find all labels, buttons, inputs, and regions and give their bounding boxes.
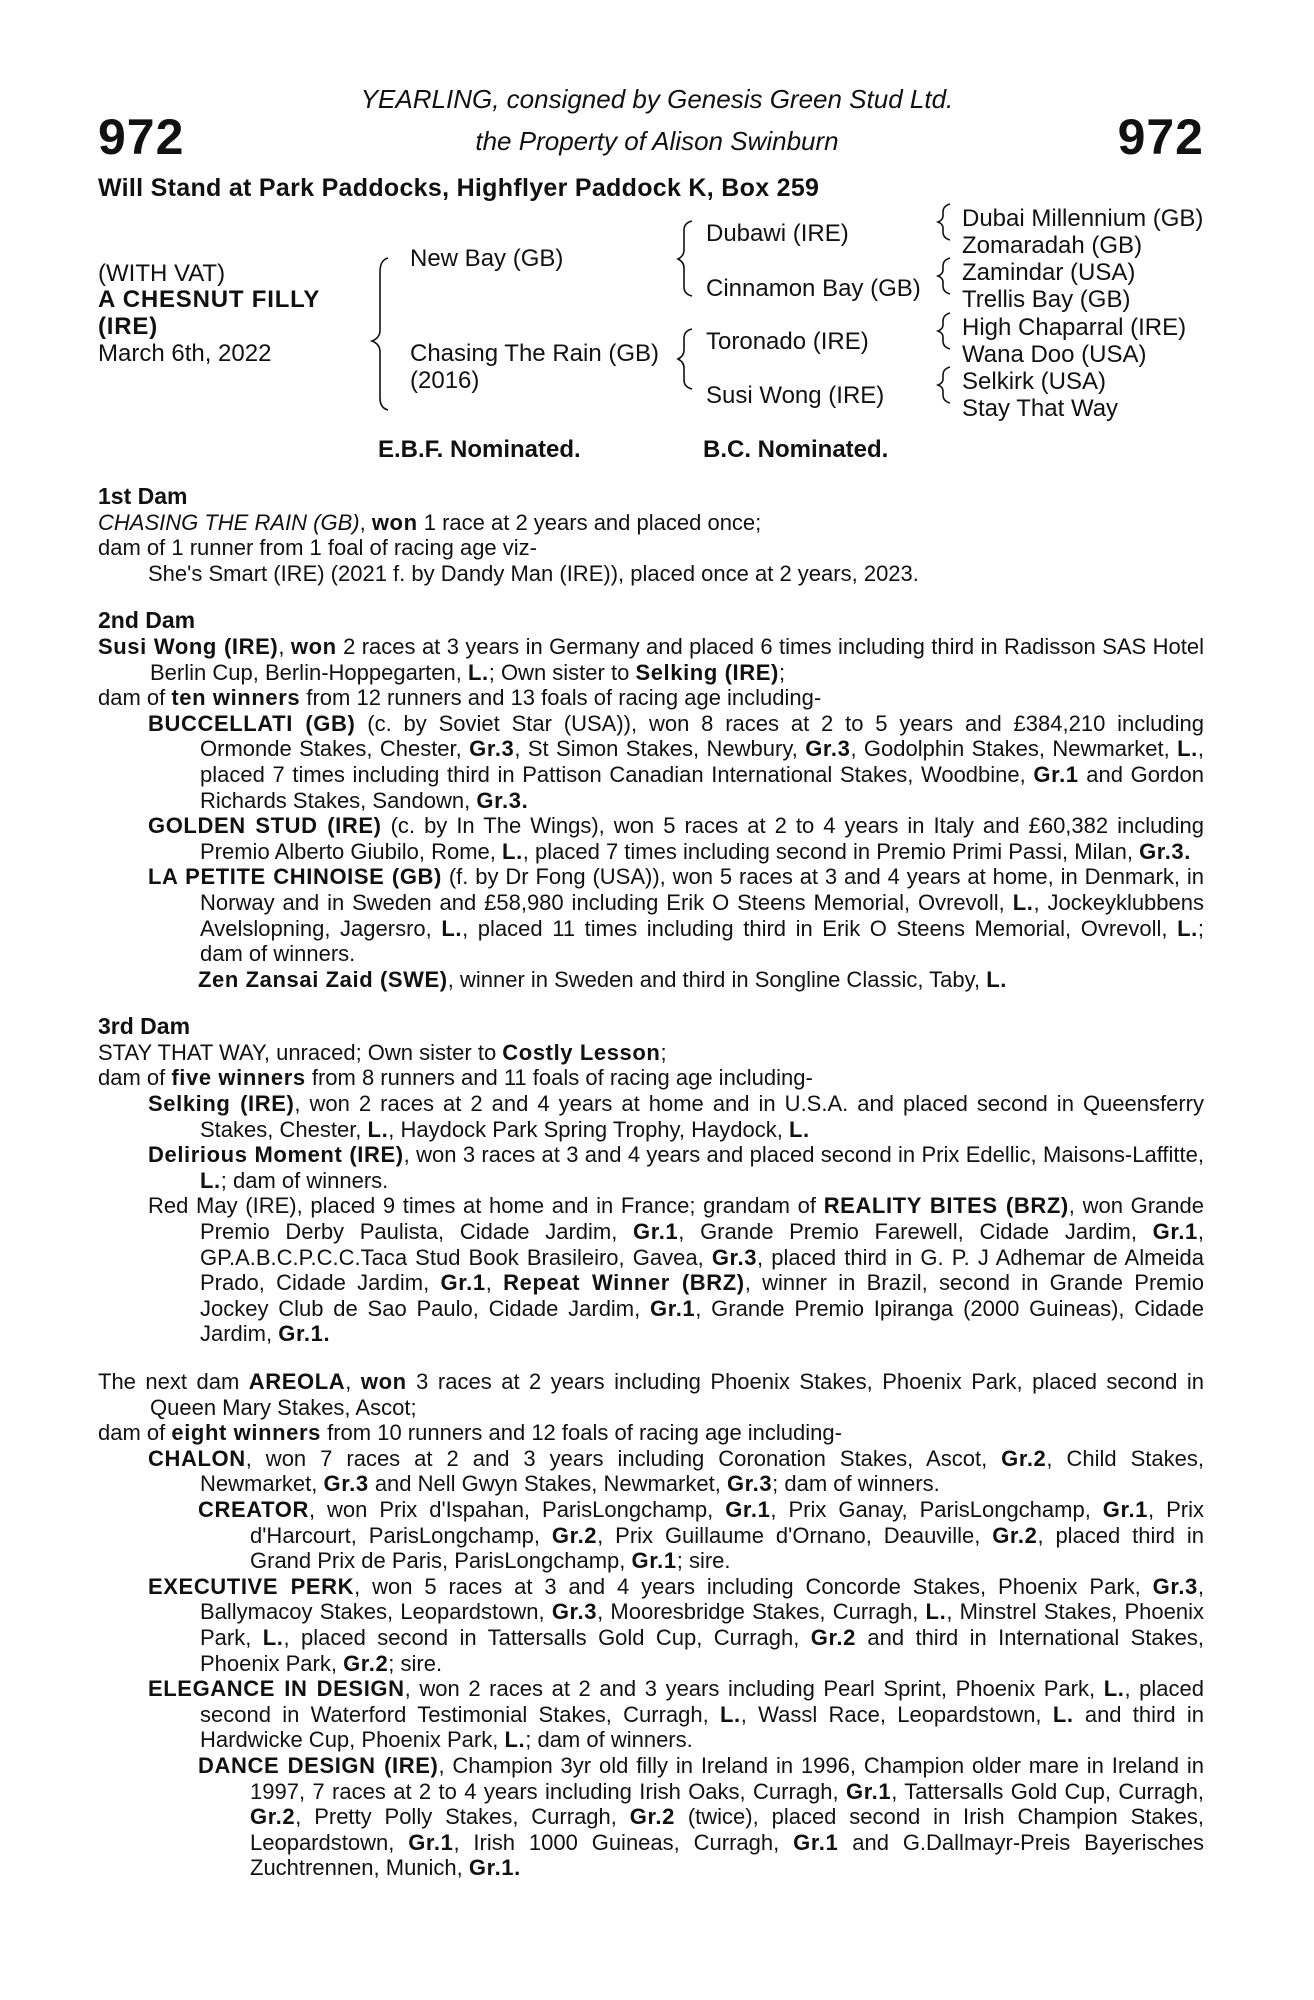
- text-run: , won 5 races at 3 and 4 years including Concorde Stakes, Phoenix Park,: [354, 1573, 1153, 1599]
- text-run: , placed third in Grand Prix de Paris, ParisLongchamp,: [250, 1522, 1204, 1574]
- listed-mark: L.: [1012, 889, 1034, 915]
- fourth-dam-produce-line: [98, 1420, 1204, 1446]
- text-run: ; sire.: [676, 1548, 731, 1574]
- third-dam-record: STAY THAT WAY, unraced; Own sister to Costly Lesson;: [98, 1039, 667, 1065]
- listed-mark: L.: [788, 1116, 810, 1142]
- text-run: , Grande Premio Ipiranga (2000 Guineas), Cidade Jardim,: [200, 1295, 1205, 1347]
- group-mark: Gr.3: [323, 1471, 369, 1497]
- text-run: , placed second in Waterford Testimonial Stakes, Curragh,: [200, 1676, 1205, 1727]
- progeny-name: LA PETITE CHINOISE (GB): [148, 864, 442, 890]
- gen3-4: Trellis Bay (GB): [962, 286, 1131, 313]
- group-mark: Gr.3: [551, 1599, 598, 1625]
- group-mark: Gr.2: [1001, 1445, 1047, 1471]
- foaling-date: March 6th, 2022: [98, 340, 272, 367]
- ebf-nomination: E.B.F. Nominated.: [378, 436, 581, 463]
- listed-mark: L.: [262, 1624, 284, 1650]
- sire-name: New Bay (GB): [410, 245, 564, 272]
- text-run: STAY THAT WAY, unraced; Own sister to: [98, 1039, 503, 1065]
- text-run: , Prix d'Harcourt, ParisLongchamp,: [250, 1496, 1204, 1548]
- progeny-la-petite-chinoise: [98, 864, 1204, 966]
- progeny-creator: [98, 1497, 1204, 1574]
- text-run: , Wassl Race, Leopardstown,: [740, 1701, 1053, 1727]
- text-run: , GP.A.B.C.P.C.C.Taca Stud Book Brasileiro, Gavea,: [200, 1219, 1205, 1270]
- fourth-dam-name: AREOLA: [248, 1369, 346, 1394]
- lot-number-left: 972: [98, 109, 185, 165]
- winners-count: eight winners: [171, 1420, 321, 1446]
- text-run: and third in International Stakes, Phoenix Park,: [200, 1624, 1204, 1676]
- group-mark: Gr.2: [250, 1804, 296, 1830]
- group-mark: Gr.3: [726, 1471, 773, 1497]
- text-run: , won 2 races at 2 and 3 years including Pearl Sprint, Phoenix Park,: [404, 1676, 1104, 1702]
- text-run: (f. by Dr Fong (USA)), won 5 races at 3 and 4 years at home, in Denmark, in Norway and in Sweden and £58,980 including Erik O Steens Memorial, Ovrevoll,: [200, 864, 1204, 915]
- listed-mark: L.: [1177, 736, 1198, 762]
- text-run: ; sire.: [388, 1650, 443, 1676]
- consignor-line: YEARLING, consigned by Genesis Green Stud Ltd.: [360, 84, 954, 114]
- text-run: ; dam of winners.: [772, 1471, 940, 1497]
- listed-mark: L.: [720, 1701, 741, 1727]
- group-mark: Gr.3.: [476, 787, 529, 813]
- text-run: dam of: [98, 1065, 172, 1091]
- text-run: , winner in Brazil, second in Grande Premio Jockey Club de Sao Paulo, Cidade Jardim,: [200, 1270, 1204, 1321]
- progeny-chalon: [98, 1446, 1204, 1497]
- progeny-name: REALITY BITES (BRZ): [823, 1193, 1069, 1219]
- horse-description: A CHESNUT FILLY: [98, 286, 321, 313]
- text-run: and Gordon Richards Stakes, Sandown,: [200, 761, 1205, 813]
- listed-mark: L.: [504, 1727, 526, 1753]
- text-run: , Mooresbridge Stakes, Curragh,: [597, 1599, 926, 1625]
- bc-nomination: B.C. Nominated.: [703, 436, 889, 463]
- dam-year: (2016): [410, 367, 480, 394]
- text-run: and third in Hardwicke Cup, Phoenix Park,: [200, 1701, 1204, 1753]
- progeny-dance-design: [98, 1753, 1204, 1881]
- second-dam-produce-line: [98, 685, 1204, 711]
- gen3-2: Zomaradah (GB): [962, 232, 1143, 259]
- dam-dam: Susi Wong (IRE): [706, 382, 885, 409]
- text-run: , placed 11 times including third in Erik O Steens Memorial, Ovrevoll,: [462, 915, 1178, 941]
- property-line: the Property of Alison Swinburn: [475, 126, 839, 156]
- listed-mark: L.: [441, 915, 463, 941]
- group-mark: Gr.3.: [1139, 838, 1191, 864]
- group-mark: Gr.3: [1152, 1573, 1198, 1599]
- gen3-8: Stay That Way: [962, 395, 1119, 422]
- horse-country: (IRE): [98, 313, 158, 340]
- won-word: won: [371, 509, 418, 535]
- group-mark: Gr.1: [1033, 761, 1079, 787]
- group-mark: Gr.3: [711, 1244, 758, 1270]
- text-run: , winner in Sweden and third in Songline Classic, Taby,: [447, 966, 987, 992]
- progeny-name: GOLDEN STUD (IRE): [148, 813, 382, 839]
- text-run: and Nell Gwyn Stakes, Newmarket,: [368, 1471, 727, 1497]
- group-mark: Gr.2: [629, 1804, 675, 1830]
- progeny-zen-zansai-zaid: [98, 967, 1204, 993]
- catalogue-body: [98, 484, 1204, 1881]
- gen3-7: Selkirk (USA): [962, 368, 1107, 395]
- gen3-3: Zamindar (USA): [962, 259, 1136, 286]
- text-run: , won 2 races at 2 and 4 years at home and in U.S.A. and placed second in Queensferry Stakes, Chester,: [200, 1091, 1204, 1142]
- progeny-elegance-in-design: [98, 1676, 1204, 1753]
- listed-mark: L.: [467, 659, 489, 685]
- text-run: , Tattersalls Gold Cup, Curragh,: [891, 1778, 1204, 1804]
- progeny-buccellati: [98, 711, 1204, 813]
- listed-mark: L.: [200, 1167, 221, 1193]
- progeny-name: BUCCELLATI (GB): [148, 710, 356, 736]
- listed-mark: L.: [1052, 1701, 1074, 1727]
- group-mark: Gr.1: [631, 1548, 677, 1574]
- first-dam-text: 1 race at 2 years and placed once;: [417, 509, 762, 535]
- progeny-name: DANCE DESIGN (IRE): [198, 1752, 439, 1778]
- progeny-name: CHALON: [148, 1445, 246, 1471]
- text-run: ,: [485, 1270, 504, 1296]
- sister-name: Costly Lesson: [502, 1039, 661, 1065]
- progeny-name: Delirious Moment (IRE): [148, 1142, 404, 1168]
- listed-mark: L.: [502, 838, 523, 864]
- text-run: , Jockeyklubbens Avelslopning, Jagersro,: [200, 889, 1205, 941]
- text-run: 3 races at 2 years including Phoenix Stakes, Phoenix Park, placed second in Queen Mary Stakes, Ascot;: [150, 1369, 1204, 1420]
- first-dam-record: CHASING THE RAIN (GB), won 1 race at 2 years and placed once;: [98, 509, 762, 535]
- text-run: , won Grande Premio Derby Paulista, Cidade Jardim,: [200, 1193, 1204, 1245]
- text-run: dam of: [98, 685, 172, 711]
- group-mark: Gr.1.: [278, 1321, 331, 1347]
- lot-number-right: 972: [1117, 109, 1204, 165]
- progeny-name: CREATOR: [198, 1496, 309, 1522]
- text-run: , Prix Guillaume d'Ornano, Deauville,: [597, 1522, 993, 1548]
- text-run: , Champion 3yr old filly in Ireland in 1996, Champion older mare in Ireland in 1997, 7 races at 2 to 4 years including Irish Oaks, Curragh,: [250, 1752, 1204, 1804]
- vat-note: (WITH VAT): [98, 260, 226, 287]
- text-run: ; dam of winners.: [525, 1727, 693, 1753]
- group-mark: Gr.1: [846, 1778, 892, 1804]
- group-mark: Gr.1: [725, 1496, 771, 1522]
- text-run: , St Simon Stakes, Newbury,: [514, 736, 806, 762]
- gen3-6: Wana Doo (USA): [962, 341, 1147, 368]
- text-run: , won 3 races at 3 and 4 years and placed second in Prix Edellic, Maisons-Laffitte,: [403, 1142, 1204, 1168]
- text-run: , Minstrel Stakes, Phoenix Park,: [200, 1599, 1204, 1650]
- text-run: , Haydock Park Spring Trophy, Haydock,: [388, 1116, 789, 1142]
- first-dam-produce-line: dam of 1 runner from 1 foal of racing age viz-: [98, 535, 537, 561]
- sister-name: Selking (IRE): [635, 659, 779, 685]
- progeny-selking: [98, 1091, 1204, 1142]
- listed-mark: L.: [925, 1599, 947, 1625]
- group-mark: Gr.3: [469, 736, 515, 762]
- sire-sire: Dubawi (IRE): [706, 220, 849, 247]
- group-mark: Gr.1: [440, 1270, 486, 1296]
- text-run: (c. by Soviet Star (USA)), won 8 races at 2 to 5 years and £384,210 including Ormonde Stakes, Chester,: [200, 710, 1205, 762]
- won-word: won: [360, 1369, 407, 1394]
- progeny-name: Repeat Winner (BRZ): [503, 1270, 745, 1296]
- text-run: (c. by In The Wings), won 5 races at 2 to 4 years in Italy and £60,382 including Premio Alberto Giubilo, Rome,: [200, 813, 1204, 864]
- winners-count: five winners: [171, 1065, 306, 1091]
- group-mark: Gr.1: [1152, 1219, 1198, 1245]
- listed-mark: L.: [986, 966, 1007, 992]
- text-run: , Irish 1000 Guineas, Curragh,: [453, 1829, 794, 1855]
- group-mark: Gr.1: [793, 1829, 839, 1855]
- text-run: ; dam of winners.: [200, 915, 1204, 967]
- progeny-golden-stud: [98, 813, 1204, 864]
- progeny-name: EXECUTIVE PERK: [148, 1573, 355, 1599]
- text-run: , Prix Ganay, ParisLongchamp,: [770, 1496, 1103, 1522]
- second-dam-record: Susi Wong (IRE), won 2 races at 3 years in Germany and placed 6 times including third in Radisson SAS Hotel Berlin Cup, Berlin-Hoppegarten, L.; Own sister to Selking (IRE);: [98, 633, 1204, 685]
- text-run: , Godolphin Stakes, Newmarket,: [850, 736, 1178, 762]
- group-mark: Gr.2: [992, 1522, 1038, 1548]
- gen3-5: High Chaparral (IRE): [962, 314, 1187, 341]
- group-mark: Gr.1: [408, 1829, 454, 1855]
- text-run: , Grande Premio Farewell, Cidade Jardim,: [678, 1219, 1153, 1245]
- group-mark: Gr.3: [805, 736, 851, 762]
- text-run: , placed 7 times including third in Pattison Canadian International Stakes, Woodbine,: [200, 736, 1205, 787]
- second-dam-name: Susi Wong (IRE): [98, 633, 279, 659]
- text-run: ; dam of winners.: [220, 1167, 389, 1193]
- second-dam-heading: 2nd Dam: [98, 607, 196, 634]
- text-run: The next dam: [98, 1369, 249, 1394]
- text-run: , placed 7 times including second in Premio Primi Passi, Milan,: [522, 838, 1140, 864]
- text-run: , Ballymacoy Stakes, Leopardstown,: [200, 1573, 1204, 1625]
- text-run: , won Prix d'Ispahan, ParisLongchamp,: [308, 1496, 726, 1522]
- progeny-name: ELEGANCE IN DESIGN: [148, 1676, 405, 1702]
- group-mark: Gr.1: [1102, 1496, 1149, 1522]
- text-run: Red May (IRE), placed 9 times at home and in France; grandam of: [148, 1193, 824, 1219]
- listed-mark: L.: [1103, 1676, 1125, 1702]
- progeny-red-may: [98, 1193, 1204, 1347]
- group-mark: Gr.1.: [468, 1855, 521, 1881]
- text-run: , placed second in Tattersalls Gold Cup, Curragh,: [283, 1624, 811, 1650]
- gen3-1: Dubai Millennium (GB): [962, 205, 1204, 232]
- progeny-executive-perk: [98, 1574, 1204, 1676]
- fourth-dam-record: The next dam AREOLA, won 3 races at 2 years including Phoenix Stakes, Phoenix Park, placed second in Queen Mary Stakes, Ascot;: [98, 1369, 1204, 1420]
- text-run: from 8 runners and 11 foals of racing age including-: [305, 1065, 813, 1091]
- text-run: ; Own sister to: [488, 659, 636, 685]
- listed-mark: L.: [367, 1116, 389, 1142]
- progeny-name: Zen Zansai Zaid (SWE): [198, 966, 448, 992]
- text-run: , Child Stakes, Newmarket,: [200, 1445, 1204, 1497]
- text-run: and G.Dallmayr-Preis Bayerisches Zuchtrennen, Munich,: [250, 1829, 1204, 1881]
- text-run: from 12 runners and 13 foals of racing age including-: [300, 685, 822, 711]
- listed-mark: L.: [1177, 915, 1198, 941]
- progeny-name: Selking (IRE): [148, 1091, 295, 1117]
- won-word: won: [290, 633, 337, 659]
- group-mark: Gr.2: [551, 1522, 598, 1548]
- text-run: , placed third in G. P. J Adhemar de Almeida Prado, Cidade Jardim,: [200, 1244, 1204, 1296]
- third-dam-heading: 3rd Dam: [98, 1013, 191, 1040]
- stand-location: Will Stand at Park Paddocks, Highflyer Paddock K, Box 259: [98, 174, 820, 202]
- group-mark: Gr.2: [343, 1650, 389, 1676]
- text-run: , Pretty Polly Stakes, Curragh,: [295, 1804, 630, 1830]
- group-mark: Gr.2: [810, 1624, 856, 1650]
- text-run: (twice), placed second in Irish Champion Stakes, Leopardstown,: [250, 1804, 1204, 1855]
- group-mark: Gr.1: [633, 1219, 679, 1245]
- first-dam-name: CHASING THE RAIN (GB): [98, 509, 360, 535]
- first-dam-heading: 1st Dam: [98, 483, 188, 509]
- text-run: 2 races at 3 years in Germany and placed 6 times including third in Radisson SAS Hotel Berlin Cup, Berlin-Hoppegarten,: [150, 633, 1204, 685]
- text-run: dam of: [98, 1420, 172, 1446]
- dam-name: Chasing The Rain (GB): [410, 340, 659, 367]
- sire-dam: Cinnamon Bay (GB): [706, 275, 921, 302]
- progeny-delirious-moment: [98, 1142, 1204, 1193]
- winners-count: ten winners: [171, 685, 301, 711]
- third-dam-produce-line: [98, 1065, 1204, 1091]
- group-mark: Gr.1: [650, 1295, 696, 1321]
- text-run: , won 7 races at 2 and 3 years including Coronation Stakes, Ascot,: [245, 1445, 1002, 1471]
- text-run: from 10 runners and 12 foals of racing age including-: [320, 1420, 842, 1446]
- first-dam-progeny: She's Smart (IRE) (2021 f. by Dandy Man (IRE)), placed once at 2 years, 2023.: [148, 560, 919, 586]
- dam-sire: Toronado (IRE): [706, 328, 869, 355]
